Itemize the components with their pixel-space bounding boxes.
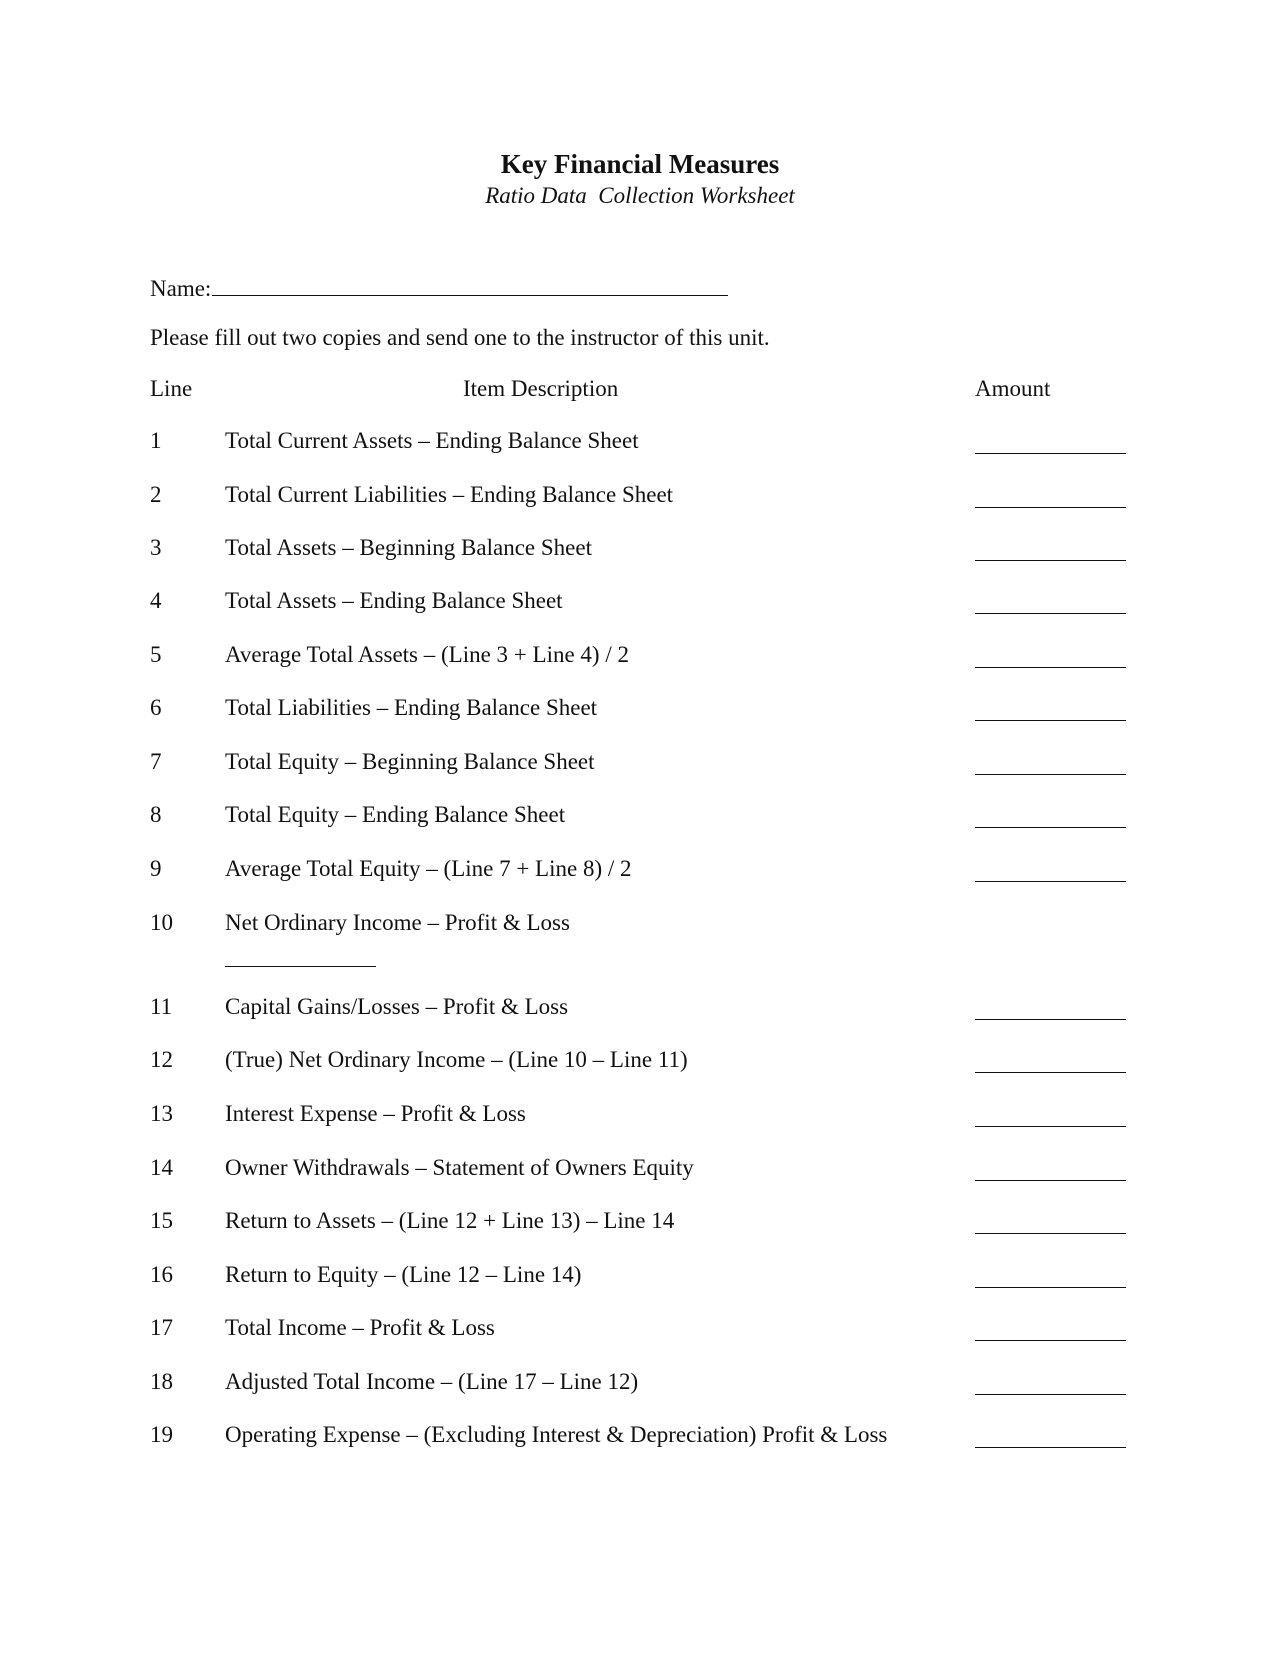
amount-blank-line[interactable] [975,667,1126,668]
item-description: Adjusted Total Income – (Line 17 – Line 12) [225,1369,639,1394]
amount-blank-line[interactable] [975,613,1126,614]
line-number: 9 [150,856,162,881]
line-number: 13 [150,1101,173,1126]
table-row [0,427,1280,457]
item-description: Owner Withdrawals – Statement of Owners Equity [225,1155,694,1180]
item-description: Return to Assets – (Line 12 + Line 13) – Line 14 [225,1208,675,1233]
amount-blank-line[interactable] [975,1233,1126,1234]
line-number: 16 [150,1262,173,1287]
amount-blank-line[interactable] [975,1287,1126,1288]
line-number: 4 [150,588,162,613]
line-number: 3 [150,535,162,560]
amount-blank-line[interactable] [975,1072,1126,1073]
table-row [0,1100,1280,1130]
item-description: Total Current Assets – Ending Balance Sheet [225,428,639,453]
name-blank-line[interactable] [212,273,728,296]
amount-blank-line[interactable] [975,720,1126,721]
line-number: 8 [150,802,162,827]
table-row [0,993,1280,1023]
table-row [0,587,1280,617]
item-description: Total Assets – Beginning Balance Sheet [225,535,592,560]
item-description: Operating Expense – (Excluding Interest & Depreciation) Profit & Loss [225,1422,888,1447]
name-label: Name: [150,276,212,301]
page-title: Key Financial Measures [500,149,780,179]
column-header-line: Line [150,376,193,401]
instruction-text: Please fill out two copies and send one to the instructor of this unit. [150,325,770,350]
column-header-amount: Amount [975,376,1051,401]
item-description: Total Equity – Ending Balance Sheet [225,802,566,827]
amount-blank-line[interactable] [225,966,376,967]
amount-blank-line[interactable] [975,453,1126,454]
table-row [0,481,1280,511]
line-number: 1 [150,428,162,453]
line-number: 11 [150,994,173,1019]
page-subtitle: Ratio Data Collection Worksheet [485,183,795,208]
item-description: Average Total Assets – (Line 3 + Line 4) / 2 [225,642,629,667]
table-row [0,1421,1280,1451]
item-description: Return to Equity – (Line 12 – Line 14) [225,1262,582,1287]
amount-blank-line[interactable] [975,1340,1126,1341]
item-description: Interest Expense – Profit & Loss [225,1101,526,1126]
table-row [0,1154,1280,1184]
amount-blank-line[interactable] [975,1019,1126,1020]
table-row [0,1046,1280,1076]
item-description: Total Assets – Ending Balance Sheet [225,588,563,613]
table-row [0,801,1280,831]
table-row [0,1314,1280,1344]
table-row [0,748,1280,778]
amount-blank-line[interactable] [975,560,1126,561]
amount-blank-line[interactable] [975,774,1126,775]
item-description: Net Ordinary Income – Profit & Loss [225,910,570,935]
item-description: Total Liabilities – Ending Balance Sheet [225,695,598,720]
table-row [0,909,1280,939]
line-number: 14 [150,1155,173,1180]
column-header-description: Item Description [463,376,619,401]
line-number: 6 [150,695,162,720]
table-row [0,641,1280,671]
table-row [0,855,1280,885]
table-row [0,694,1280,724]
item-description: (True) Net Ordinary Income – (Line 10 – Line 11) [225,1047,688,1072]
table-row [0,534,1280,564]
table-row [0,1368,1280,1398]
amount-blank-line[interactable] [975,881,1126,882]
amount-blank-line[interactable] [975,1180,1126,1181]
amount-blank-line[interactable] [975,1394,1126,1395]
table-row [0,1207,1280,1237]
line-number: 19 [150,1422,173,1447]
line-number: 7 [150,749,162,774]
line-number: 15 [150,1208,173,1233]
line-number: 17 [150,1315,173,1340]
line-number: 2 [150,482,162,507]
item-description: Average Total Equity – (Line 7 + Line 8) / 2 [225,856,632,881]
amount-blank-line[interactable] [975,507,1126,508]
line-number: 18 [150,1369,173,1394]
line-number: 10 [150,910,173,935]
name-field-row [150,273,728,303]
amount-blank-line[interactable] [975,1126,1126,1127]
item-description: Total Income – Profit & Loss [225,1315,495,1340]
item-description: Total Equity – Beginning Balance Sheet [225,749,595,774]
item-description: Total Current Liabilities – Ending Balance Sheet [225,482,674,507]
line-number: 12 [150,1047,173,1072]
table-row [0,1261,1280,1291]
amount-blank-line[interactable] [975,827,1126,828]
line-number: 5 [150,642,162,667]
amount-blank-line[interactable] [975,1447,1126,1448]
item-description: Capital Gains/Losses – Profit & Loss [225,994,569,1019]
